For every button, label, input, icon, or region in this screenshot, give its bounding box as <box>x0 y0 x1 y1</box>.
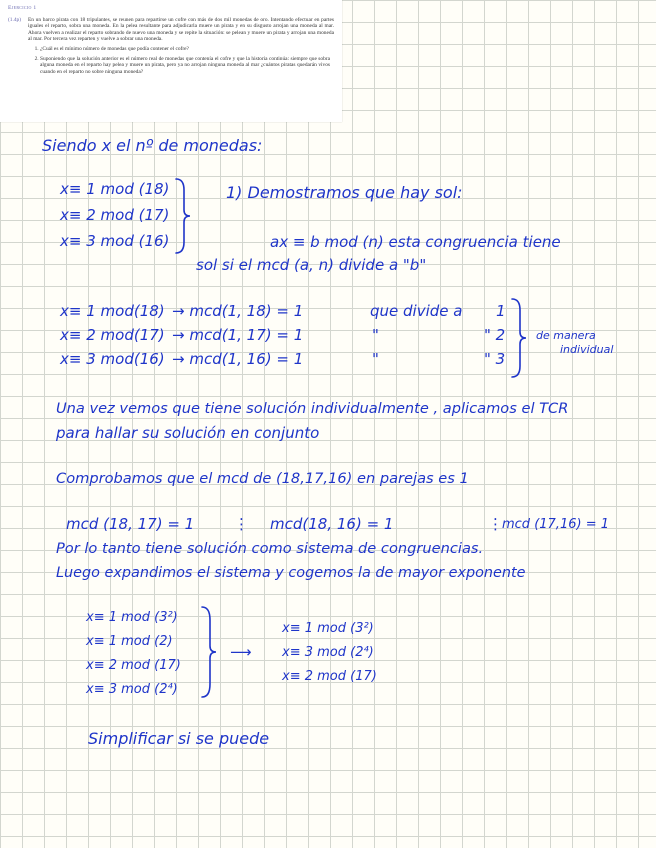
expanded-right-1: x≡ 1 mod (3²) <box>282 621 374 636</box>
pair-mcd-1: mcd (18, 17) = 1 <box>66 515 195 533</box>
expanded-brace <box>198 604 220 700</box>
mcd-row-2-mcd: → mcd(1, 17) = 1 <box>172 326 304 344</box>
individual-label-2: individual <box>560 343 614 356</box>
mcd-row-2-eq: x≡ 2 mod(17) <box>60 326 165 344</box>
mcd-row-1-div: que divide a <box>370 302 463 320</box>
tcr-line-1: Una vez vemos que tiene solución individualmente , aplicamos el TCR <box>56 400 569 417</box>
pair-mcd-3: mcd (17,16) = 1 <box>502 517 609 532</box>
question-1: 1. ¿Cuál es el mínimo número de monedas que podía contener el cofre? <box>40 46 334 53</box>
conclusion-line-2: Luego expandimos el sistema y cogemos la de mayor exponente <box>56 565 526 581</box>
exercise-card <box>0 0 342 122</box>
check-line: Comprobamos que el mcd de (18,17,16) en parejas es 1 <box>56 470 469 487</box>
expanded-right-3: x≡ 2 mod (17) <box>282 669 377 684</box>
expanded-left-4: x≡ 3 mod (2⁴) <box>86 682 178 697</box>
exercise-title: Ejercicio 1 <box>8 5 37 11</box>
pair-mcd-2: mcd(18, 16) = 1 <box>270 515 394 533</box>
system1-eq2: x≡ 2 mod (17) <box>60 206 170 224</box>
simplify-note: Simplificar si se puede <box>88 729 270 748</box>
expanded-left-3: x≡ 2 mod (17) <box>86 658 181 673</box>
system1-eq1: x≡ 1 mod (18) <box>60 180 170 198</box>
mcd-row-3-mcd: → mcd(1, 16) = 1 <box>172 350 304 368</box>
question-2: 2. Suponiendo que la solución anterior es el número real de monedas que contenía el cofre y que la historia continúa: siempre que sobra alguna moneda en el reparto hay pelea y muere un pirata, pero ya no arrojan ninguna moneda al mar ¿cuántos piratas quedarán vivos cuando en el reparto no sobre ninguna moneda? <box>40 56 334 76</box>
mcd-row-1-n: 1 <box>496 302 506 320</box>
expand-arrow: ⟶ <box>230 643 252 661</box>
individual-label-1: de manera <box>536 329 596 342</box>
theorem-line-2: sol si el mcd (a, n) divide a "b" <box>196 256 427 274</box>
theorem-line-1: ax ≡ b mod (n) esta congruencia tiene <box>270 233 561 251</box>
system1-eq3: x≡ 3 mod (16) <box>60 232 170 250</box>
exercise-questions <box>8 46 334 75</box>
tcr-line-2: para hallar su solución en conjunto <box>56 424 320 442</box>
expanded-left-1: x≡ 1 mod (3²) <box>86 610 178 625</box>
mcd-row-3-div: " <box>372 350 379 368</box>
conclusion-line-1: Por lo tanto tiene solución como sistema de congruencias. <box>56 540 484 557</box>
mcd-row-3-n: " 3 <box>484 350 506 368</box>
pair-sep-2: ⋮ <box>488 515 503 533</box>
step1-title: 1) Demostramos que hay sol: <box>226 183 463 202</box>
mcd-row-3-eq: x≡ 3 mod(16) <box>60 350 165 368</box>
expanded-right-2: x≡ 3 mod (2⁴) <box>282 645 374 660</box>
mcd-row-2-n: " 2 <box>484 326 506 344</box>
notes-intro: Siendo x el nº de monedas: <box>42 136 263 155</box>
system1-brace <box>172 176 194 256</box>
mcd-row-1-mcd: → mcd(1, 18) = 1 <box>172 302 304 320</box>
mcd-row-2-div: " <box>372 326 379 344</box>
expanded-left-2: x≡ 1 mod (2) <box>86 634 173 649</box>
exercise-points: (1.4p) <box>8 16 22 23</box>
exercise-statement: En un barco pirata con 18 tripulantes, se reunen para repartirse un cofre con más de dos mil monedas de oro. Intentando efectuar en partes iguales el reparto, sobra una moneda. En la pelea resultante para adjudicarla muere un pirata y en su disgusto arrojan una moneda al mar. Ahora vuelven a realizar el reparto sobrando de nuevo una moneda y se repite la situación: se pelean y muere un pirata y arrojan una moneda al mar. Por tercera vez reparten y vuelve a sobrar una moneda. <box>28 16 334 43</box>
pair-sep-1: ⋮ <box>234 515 249 533</box>
mcd-brace <box>508 296 530 380</box>
mcd-row-1-eq: x≡ 1 mod(18) <box>60 302 165 320</box>
